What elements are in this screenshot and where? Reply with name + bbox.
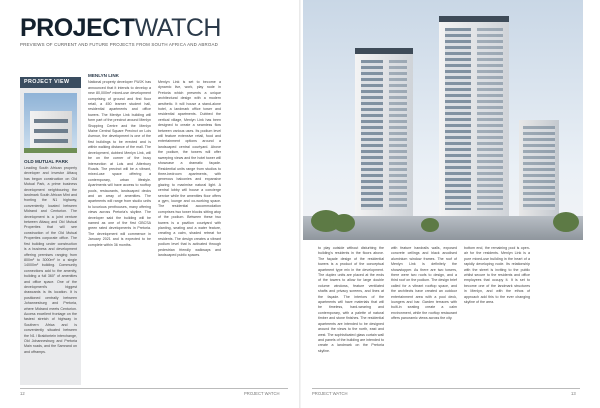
window-band (34, 119, 68, 123)
sidebar-heading: PROJECT VIEW (20, 77, 81, 88)
right-tower-crown (439, 16, 509, 22)
article-heading: MENLYN LINK (88, 73, 119, 78)
project-view-sidebar (20, 77, 81, 385)
right-tower-glazing (477, 28, 503, 210)
tree (333, 214, 355, 232)
article-text: with feature handrails walls, exposed concrete ceilings and black anodised aluminium window frames. The roof of Menlyn Link is definitely the showstopper. As there are two towers, there were two roofs to design, and a third roof on the podium. The design brief called for a vibrant rooftop space, and the architects have created an outdoor entertainment area with a pool deck, loungers and bar. Garden terraces with built-in seating create a calm environment, while the rooftop restaurant offers panoramic views across the city. (391, 246, 457, 321)
left-tower-crown (355, 48, 413, 54)
article-column-5 (464, 246, 530, 384)
page-number-right: 13 (571, 391, 576, 396)
old-mutual-park-photo (24, 93, 77, 153)
section-title-bold: PROJECT (20, 14, 135, 42)
article-column-2 (158, 80, 221, 385)
page-number-left: 12 (20, 391, 25, 396)
left-tower-glazing (361, 60, 383, 210)
footer-label-left: PROJECT WATCH (244, 391, 280, 396)
article-column-1 (88, 73, 151, 385)
article-column-3 (318, 246, 384, 384)
footer-label-right: PROJECT WATCH (312, 391, 348, 396)
article-text: Menlyn Link is set to become a dynamic live, work, play node in Pretoria which presents a unique architectural design with a modern aesthetic. It will house a stand-alone hotel, a landmark office tower and residential apartments. Dubbed the vertical village, Menlyn Link has been designed to create a seamless flow between various uses. Its podium level will feature extensive retail, food and entertainment options around a landscaped central courtyard. Above the podium, the towers will offer sweeping views and the hotel tower will showcase a dramatic façade. Residential units range from studios to three-bedroom apartments, with generous balconies and expansive glazing to maximise natural light. A central lobby will house a concierge service while the amenities floor offers a gym, lounge and co-working space. The residential accommodation comprises two tower blocks sitting atop of the podium. Between these two towers is a pavilion courtyard with planting, seating and a water feature, creating a calm, shaded retreat for residents. The design creates a vibrant podium level that is activated through pedestrian friendly walkways and landscaped public spaces. (158, 80, 221, 257)
tree (553, 212, 579, 232)
footer-rule-left (20, 388, 288, 389)
section-strapline: PREVIEWS OF CURRENT AND FUTURE PROJECTS FROM SOUTH AFRICA AND ABROAD (20, 42, 218, 47)
article-text: to play outside without disturbing the building's residents in the floors above. The façade design of the residential towers is a product of the conceptual apartment type mix in the development. The duplex units are placed at the ends of the towers to allow for large double volume windows, feature ventilated shafts and privacy screens, and lines at the façade. The interiors of the apartments will have materials that will be timeless, hard-wearing and contemporary, with a palette of natural timber and stone finishes. The residential apartments are intended to be designed around the views to the north, east and west. The sophisticated glass curtain wall and panels of the building are intended to create a landmark on the Pretoria skyline. (318, 246, 384, 353)
article-column-4 (391, 246, 457, 384)
tree (421, 218, 439, 232)
office-block-glazing (523, 126, 555, 210)
footer-rule-right (312, 388, 580, 389)
lawn-shape (24, 148, 77, 153)
window-band (34, 139, 68, 143)
article-text: bottom end, the remaining pool is open-air for the residents. Menlyn Link is a pure mixed-use building in the heart of a rapidly developing node. Its relationship with the street is inviting to the public whilst secure to the residents and office employees that occupy it. It is set to become one of the landmark structures in Menlyn, and with the ethos of approach add this to the ever changing skyline of the area. (464, 246, 530, 305)
section-title-light: WATCH (134, 14, 221, 42)
masthead (20, 16, 221, 47)
section-title (20, 16, 221, 41)
menlyn-link-render-photo (303, 0, 583, 240)
left-tower-glazing (389, 60, 407, 210)
sidebar-subheading: OLD MUTUAL PARK (24, 159, 69, 164)
article-text: National property developer FWJK has announced that it intends to develop a new 80,000m² mixed-use development comprising of ground and first floor retail, a 450 learner student hall, residential apartments and office towers. The Menlyn Link building will form part of the precinct around Menlyn Shopping Centre and the Menlyn Maine Central Square Precinct on Lois Avenue, the development is one of the first buildings to be erected and is within walking distance of the mall. The development, dubbed Menlyn Link, will be on the corner of the busy intersection at Lois and Atterbury Roads. The precinct will be a vibrant, mixed-use space offering a contemporary, urban lifestyle. Apartments will have access to rooftop pools, restaurants, landscaped decks and an array of amenities. The apartments will range from studio units to luxurious penthouses, many offering views across Pretoria's skyline. The developer said the building will be named as one of the first GBCSA green rated developments in Pretoria. The development will commence in January 2021 and is expected to be complete within 36 months. (88, 80, 151, 247)
sidebar-body-text: Leading South African property developer and investor Attacq has begun construction on Old Mutual Park, a prime business development neighbouring the landmark South African Mint and fronting the N1 highway, conveniently located between Midrand and Centurion. The development is a joint venture between Attacq and Old Mutual Properties that will see construction of the Old Mutual Properties corporate office. The first building under construction is a business and development offering premises ranging from 800m² to 3000m² in a single 14000m² building. Community connections add to the amenity, building a full 360° of amenities and office space. One of the development's biggest drawcards is its location. It is positioned centrally between Johannesburg and Pretoria, where Midrand meets Centurion. Access excellent frontage on the fastest stretch of highway in Southern Africa and is conveniently situated between the N1 / Brakfontein interchange, Old Johannesburg and Pretoria Main roads, and the Samrand on and offramps. (24, 166, 77, 354)
page-gutter (299, 0, 301, 408)
right-tower-glazing (445, 28, 471, 210)
window-band (34, 129, 68, 133)
